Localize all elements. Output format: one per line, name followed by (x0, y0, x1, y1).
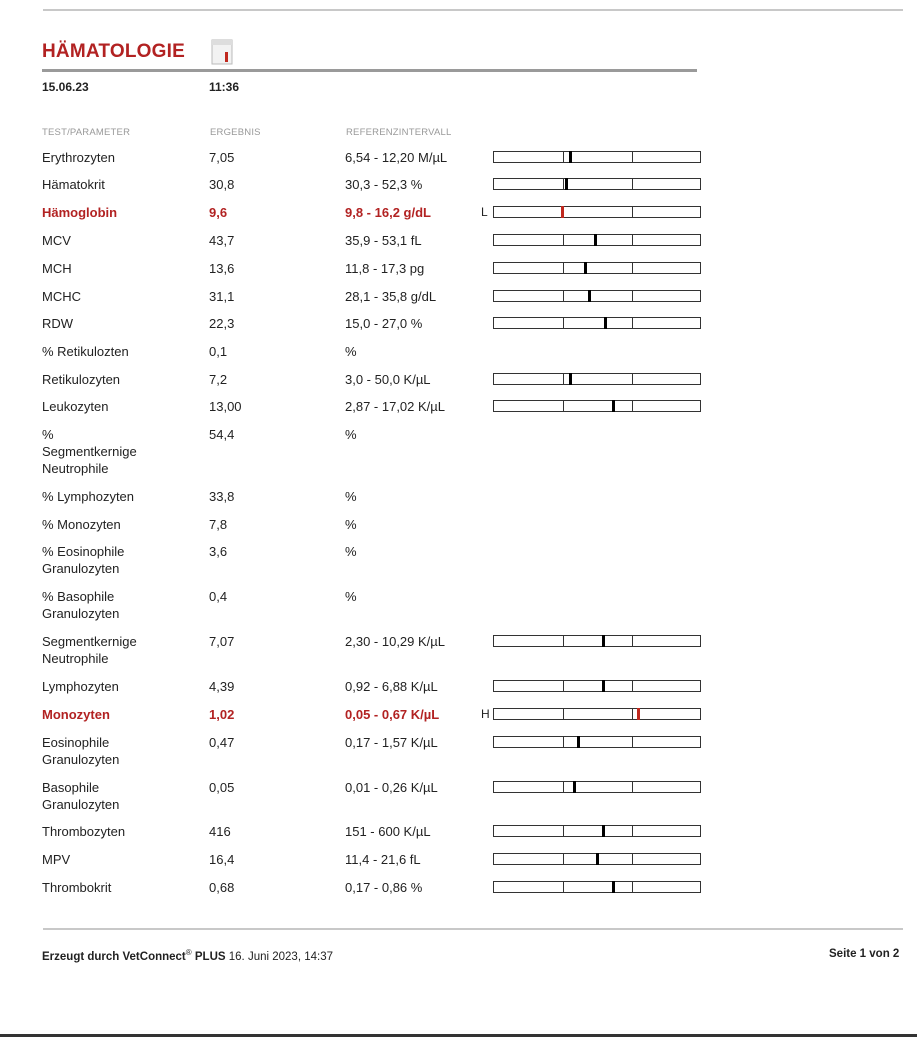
row-12-result: 7,8 (209, 517, 228, 532)
row-name-line: Hämatokrit (42, 177, 105, 192)
range-bar-upper-limit (632, 826, 633, 836)
row-5-reference: 28,1 - 35,8 g/dL (345, 289, 437, 304)
range-bar-lower-limit (563, 636, 564, 646)
row-9-range-bar (493, 400, 701, 412)
range-bar-marker (561, 206, 564, 218)
row-16-reference: 0,92 - 6,88 K/µL (345, 679, 438, 694)
row-16-result: 4,39 (209, 679, 235, 694)
row-7-result: 0,1 (209, 344, 228, 359)
range-bar-marker (612, 400, 615, 412)
row-1-range-bar (493, 178, 701, 190)
row-name-line: MCH (42, 261, 72, 276)
row-2-flag: L (481, 205, 488, 219)
row-6-reference: 15,0 - 27,0 % (345, 316, 423, 331)
row-15-range-bar (493, 635, 701, 647)
row-22-result: 0,68 (209, 880, 235, 895)
row-15-name (42, 633, 137, 667)
registered-mark: ® (185, 948, 192, 957)
row-6-range-bar (493, 317, 701, 329)
row-2-result: 9,6 (209, 205, 228, 220)
range-bar-lower-limit (563, 291, 564, 301)
range-bar-marker (594, 234, 597, 246)
row-name-line: % Basophile (42, 589, 115, 604)
row-11-result: 33,8 (209, 489, 235, 504)
row-name-line: Neutrophile (42, 651, 109, 666)
row-7-reference: % (345, 344, 357, 359)
range-bar-lower-limit (563, 179, 564, 189)
row-2-range-bar (493, 206, 701, 218)
row-3-reference: 35,9 - 53,1 fL (345, 233, 422, 248)
range-bar-marker (596, 853, 599, 865)
column-header-result: ERGEBNIS (210, 127, 261, 138)
row-8-name (42, 371, 120, 388)
row-name-line: % Eosinophile (42, 544, 125, 559)
range-bar-marker (565, 178, 568, 190)
row-name-line: % Lymphozyten (42, 489, 135, 504)
range-bar-upper-limit (632, 854, 633, 864)
row-20-name (42, 823, 125, 840)
row-4-range-bar (493, 262, 701, 274)
footer-generated (42, 948, 333, 963)
row-0-result: 7,05 (209, 150, 235, 165)
range-bar-lower-limit (563, 709, 564, 719)
row-4-result: 13,6 (209, 261, 235, 276)
row-20-range-bar (493, 825, 701, 837)
row-2-name (42, 204, 117, 221)
row-21-range-bar (493, 853, 701, 865)
row-name-line: % (42, 427, 54, 442)
row-name-line: RDW (42, 316, 74, 331)
range-bar-lower-limit (563, 737, 564, 747)
row-4-name (42, 260, 72, 277)
range-bar-upper-limit (632, 737, 633, 747)
row-22-reference: 0,17 - 0,86 % (345, 880, 423, 895)
row-9-reference: 2,87 - 17,02 K/µL (345, 399, 446, 414)
row-name-line: Lymphozyten (42, 679, 119, 694)
row-5-result: 31,1 (209, 289, 235, 304)
row-19-reference: 0,01 - 0,26 K/µL (345, 780, 438, 795)
footer-generator: Erzeugt durch VetConnect (42, 950, 186, 963)
row-name-line: Thrombozyten (42, 824, 126, 839)
row-12-reference: % (345, 517, 357, 532)
row-19-name (42, 779, 119, 813)
row-17-reference: 0,05 - 0,67 K/µL (345, 707, 440, 722)
row-18-reference: 0,17 - 1,57 K/µL (345, 735, 438, 750)
row-name-line: Segmentkernige (42, 634, 137, 649)
column-header-reference: REFERENZINTERVALL (346, 127, 452, 138)
range-bar-upper-limit (632, 709, 633, 719)
row-16-name (42, 678, 119, 695)
row-14-name (42, 588, 119, 622)
row-name-line: MPV (42, 852, 71, 867)
range-bar-upper-limit (632, 681, 633, 691)
row-name-line: Basophile (42, 780, 100, 795)
range-bar-marker (577, 736, 580, 748)
row-22-range-bar (493, 881, 701, 893)
row-name-line: Granulozyten (42, 752, 120, 767)
range-bar-upper-limit (632, 401, 633, 411)
range-bar-marker (584, 262, 587, 274)
row-10-result: 54,4 (209, 427, 235, 442)
row-4-reference: 11,8 - 17,3 pg (345, 261, 425, 276)
row-5-range-bar (493, 290, 701, 302)
range-bar-lower-limit (563, 318, 564, 328)
document-icon (211, 39, 233, 65)
range-bar-upper-limit (632, 374, 633, 384)
row-name-line: % Retikulozten (42, 344, 129, 359)
row-14-result: 0,4 (209, 589, 228, 604)
report-date: 15.06.23 (42, 80, 89, 94)
page-number: Seite 1 von 2 (829, 948, 900, 960)
row-13-reference: % (345, 544, 357, 559)
range-bar-upper-limit (632, 636, 633, 646)
row-9-result: 13,00 (209, 399, 242, 414)
range-bar-lower-limit (563, 826, 564, 836)
row-0-range-bar (493, 151, 701, 163)
range-bar-lower-limit (563, 882, 564, 892)
row-name-line: Granulozyten (42, 561, 120, 576)
row-1-result: 30,8 (209, 177, 235, 192)
row-0-reference: 6,54 - 12,20 M/µL (345, 150, 448, 165)
row-15-result: 7,07 (209, 634, 235, 649)
range-bar-lower-limit (563, 681, 564, 691)
row-11-name (42, 488, 134, 505)
range-bar-marker (573, 781, 576, 793)
row-11-reference: % (345, 489, 357, 504)
row-2-reference: 9,8 - 16,2 g/dL (345, 205, 431, 220)
row-10-reference: % (345, 427, 357, 442)
row-name-line: Segmentkernige (42, 444, 137, 459)
row-6-name (42, 315, 73, 332)
row-17-name (42, 706, 110, 723)
row-14-reference: % (345, 589, 357, 604)
range-bar-marker (602, 635, 605, 647)
range-bar-lower-limit (563, 235, 564, 245)
row-13-name (42, 543, 124, 577)
range-bar-lower-limit (563, 782, 564, 792)
row-15-reference: 2,30 - 10,29 K/µL (345, 634, 446, 649)
row-8-result: 7,2 (209, 372, 228, 387)
range-bar-lower-limit (563, 263, 564, 273)
range-bar-upper-limit (632, 263, 633, 273)
range-bar-upper-limit (632, 207, 633, 217)
row-name-line: Eosinophile (42, 735, 110, 750)
row-6-result: 22,3 (209, 316, 235, 331)
range-bar-upper-limit (632, 291, 633, 301)
range-bar-marker (604, 317, 607, 329)
range-bar-lower-limit (563, 401, 564, 411)
row-18-result: 0,47 (209, 735, 235, 750)
row-7-name (42, 343, 129, 360)
range-bar-lower-limit (563, 152, 564, 162)
row-9-name (42, 398, 109, 415)
row-21-name (42, 851, 70, 868)
footer-timestamp: 16. Juni 2023, 14:37 (228, 950, 333, 963)
column-header-test: TEST/PARAMETER (42, 127, 131, 138)
range-bar-marker (612, 881, 615, 893)
top-divider (43, 9, 903, 11)
footer-divider (43, 928, 903, 930)
row-3-range-bar (493, 234, 701, 246)
range-bar-upper-limit (632, 235, 633, 245)
range-bar-upper-limit (632, 318, 633, 328)
row-21-result: 16,4 (209, 852, 235, 867)
row-name-line: Retikulozyten (42, 372, 121, 387)
footer-plus: PLUS (194, 950, 226, 963)
row-0-name (42, 149, 115, 166)
row-name-line: Granulozyten (42, 606, 120, 621)
row-21-reference: 11,4 - 21,6 fL (345, 852, 421, 867)
row-8-range-bar (493, 373, 701, 385)
range-bar-lower-limit (563, 374, 564, 384)
row-10-name (42, 426, 137, 477)
row-name-line: Neutrophile (42, 461, 109, 476)
row-name-line: Hämoglobin (42, 205, 118, 220)
row-20-result: 416 (209, 824, 231, 839)
range-bar-marker (569, 151, 572, 163)
row-19-range-bar (493, 781, 701, 793)
row-3-result: 43,7 (209, 233, 235, 248)
row-name-line: Thrombokrit (42, 880, 112, 895)
row-name-line: Granulozyten (42, 797, 120, 812)
range-bar-lower-limit (563, 854, 564, 864)
row-name-line: Erythrozyten (42, 150, 115, 165)
range-bar-marker (637, 708, 640, 720)
row-19-result: 0,05 (209, 780, 235, 795)
range-bar-marker (602, 825, 605, 837)
row-name-line: Leukozyten (42, 399, 109, 414)
range-bar-upper-limit (632, 882, 633, 892)
row-8-reference: 3,0 - 50,0 K/µL (345, 372, 431, 387)
row-18-name (42, 734, 119, 768)
row-name-line: MCHC (42, 289, 81, 304)
row-17-range-bar (493, 708, 701, 720)
section-title: HÄMATOLOGIE (42, 41, 185, 62)
row-12-name (42, 516, 121, 533)
row-name-line: Monozyten (42, 707, 110, 722)
row-13-result: 3,6 (209, 544, 228, 559)
range-bar-upper-limit (632, 782, 633, 792)
row-20-reference: 151 - 600 K/µL (345, 824, 431, 839)
range-bar-upper-limit (632, 179, 633, 189)
row-name-line: % Monozyten (42, 517, 121, 532)
row-16-range-bar (493, 680, 701, 692)
row-1-reference: 30,3 - 52,3 % (345, 177, 423, 192)
row-18-range-bar (493, 736, 701, 748)
row-17-result: 1,02 (209, 707, 235, 722)
row-17-flag: H (481, 707, 490, 721)
row-3-name (42, 232, 71, 249)
range-bar-marker (588, 290, 591, 302)
row-name-line: MCV (42, 233, 71, 248)
row-22-name (42, 879, 111, 896)
title-underline (42, 69, 697, 72)
range-bar-marker (602, 680, 605, 692)
row-1-name (42, 176, 105, 193)
report-time: 11:36 (209, 80, 240, 94)
range-bar-upper-limit (632, 152, 633, 162)
row-5-name (42, 288, 81, 305)
range-bar-marker (569, 373, 572, 385)
